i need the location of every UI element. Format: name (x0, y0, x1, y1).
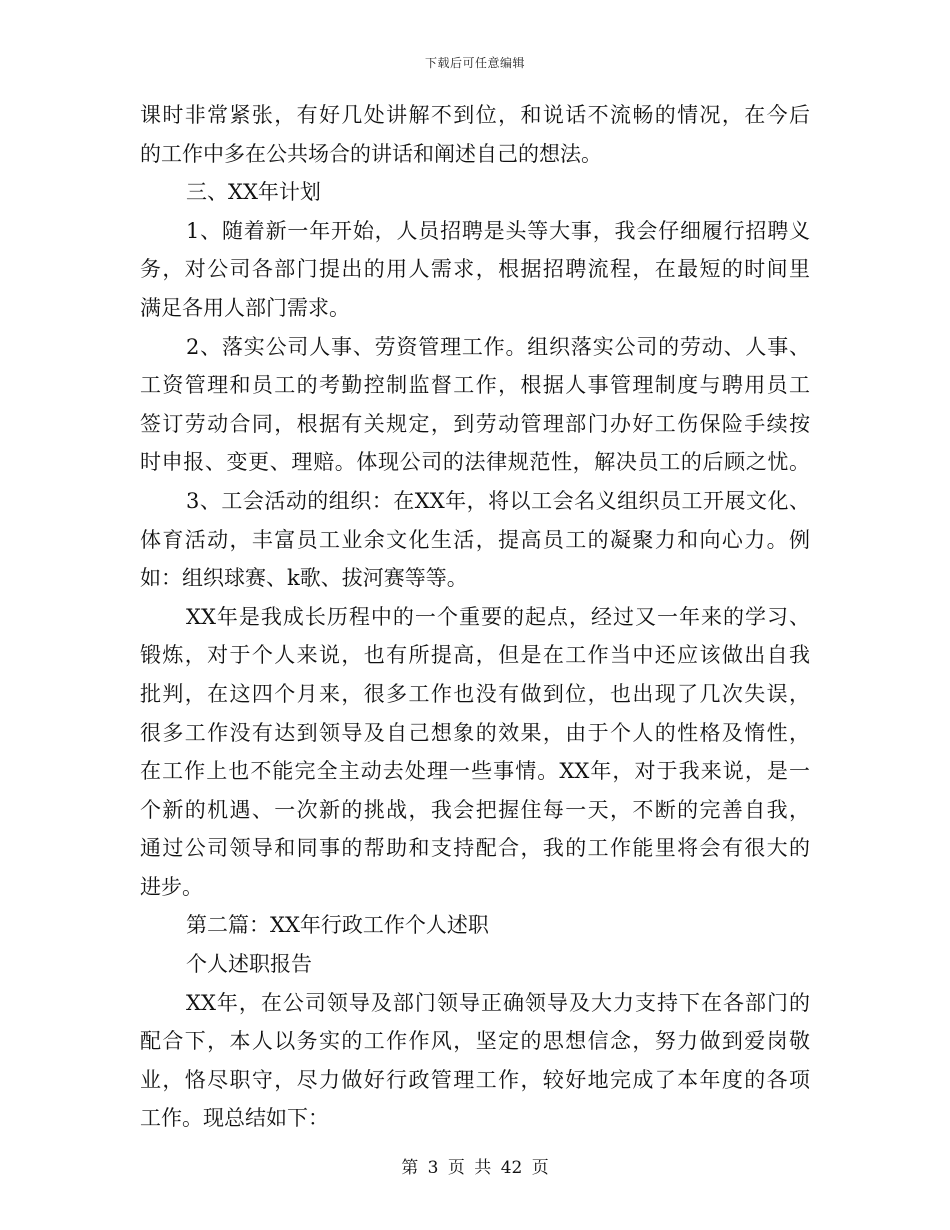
text-line: 如：组织球赛、k歌、拔河赛等等。 (140, 566, 468, 591)
text-line: 批判，在这四个月来，很多工作也没有做到位，也出现了几次失误， (140, 681, 810, 706)
text-line: 锻炼，对于个人来说，也有所提高，但是在工作当中还应该做出自我 (140, 643, 810, 668)
text-line: 体育活动，丰富员工业余文化生活，提高员工的凝聚力和向心力。例 (140, 527, 810, 552)
text-line: 签订劳动合同，根据有关规定，到劳动管理部门办好工伤保险手续按 (140, 411, 810, 436)
document-body (140, 96, 810, 1138)
text-line: 3、工会活动的组织：在XX年，将以工会名义组织员工开展文化、 (186, 488, 810, 513)
text-line: 2、落实公司人事、劳资管理工作。组织落实公司的劳动、人事、 (186, 334, 810, 359)
text-line: 1、随着新一年开始，人员招聘是头等大事，我会仔细履行招聘义 (186, 218, 810, 243)
text-line: 通过公司领导和同事的帮助和支持配合，我的工作能里将会有很大的 (140, 836, 810, 861)
text-line: 个新的机遇、一次新的挑战，我会把握住每一天，不断的完善自我， (140, 797, 810, 822)
page-footer-number: 第 3 页 共 42 页 (401, 1158, 549, 1178)
text-line: 工作。现总结如下： (140, 1106, 329, 1131)
text-line: 工资管理和员工的考勤控制监督工作，根据人事管理制度与聘用员工 (140, 373, 810, 398)
page-header-note: 下载后可任意编辑 (424, 56, 525, 70)
text-line: 时申报、变更、理赔。体现公司的法律规范性，解决员工的后顾之忧。 (140, 450, 810, 475)
text-line: 在工作上也不能完全主动去处理一些事情。XX年，对于我来说，是一 (140, 759, 810, 784)
text-line: 第二篇：XX年行政工作个人述职 (186, 913, 489, 938)
text-line: 的工作中多在公共场合的讲话和阐述自己的想法。 (140, 141, 602, 166)
text-line: 务，对公司各部门提出的用人需求，根据招聘流程，在最短的时间里 (140, 257, 810, 282)
text-line: 课时非常紧张，有好几处讲解不到位，和说话不流畅的情况，在今后 (140, 103, 810, 127)
text-line: 业，恪尽职守，尽力做好行政管理工作，较好地完成了本年度的各项 (140, 1067, 810, 1092)
text-line: 个人述职报告 (186, 952, 312, 977)
text-line: XX年，在公司领导及部门领导正确领导及大力支持下在各部门的 (186, 990, 810, 1015)
text-line: XX年是我成长历程中的一个重要的起点，经过又一年来的学习、 (186, 604, 810, 629)
text-line: 进步。 (140, 874, 203, 899)
text-line: 很多工作没有达到领导及自己想象的效果，由于个人的性格及惰性， (140, 720, 810, 745)
text-line: 三、XX年计划 (186, 180, 321, 205)
text-line: 配合下，本人以务实的工作作风，坚定的思想信念，努力做到爱岗敬 (140, 1029, 810, 1054)
text-line: 满足各用人部门需求。 (140, 295, 350, 320)
